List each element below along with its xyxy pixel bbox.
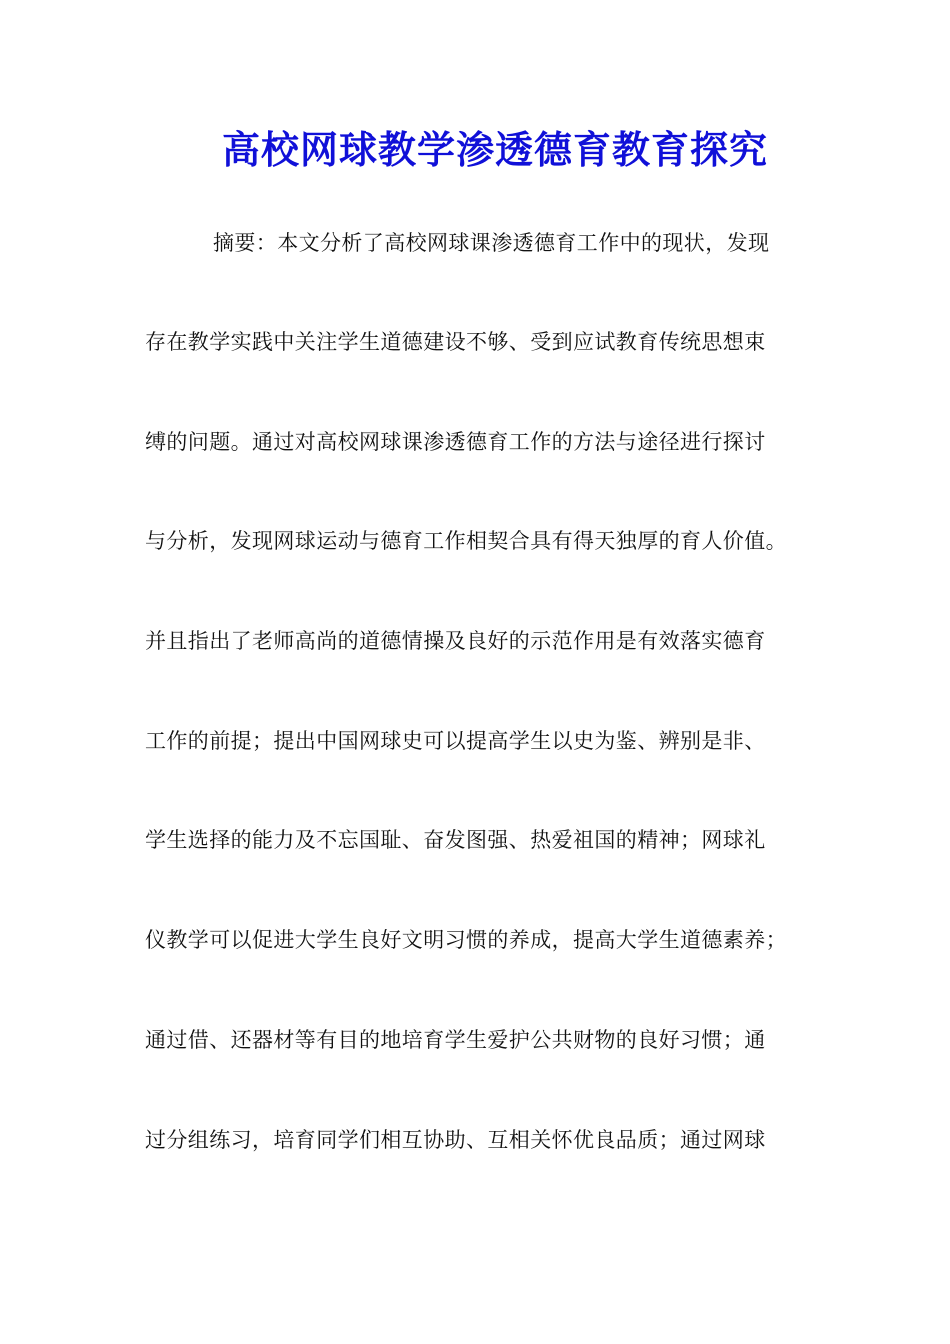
abstract-line-2: 存在教学实践中关注学生道德建设不够、受到应试教育传统思想束 <box>145 330 766 354</box>
abstract-line-4: 与分析，发现网球运动与德育工作相契合具有得天独厚的育人价值。 <box>145 529 787 553</box>
abstract-line-10: 过分组练习，培育同学们相互协助、互相关怀优良品质；通过网球 <box>145 1128 766 1152</box>
abstract-line-8: 仪教学可以促进大学生良好文明习惯的养成，提高大学生道德素养； <box>145 928 787 952</box>
document-title: 高校网球教学渗透德育教育探究 <box>221 127 768 172</box>
abstract-line-3: 缚的问题。通过对高校网球课渗透德育工作的方法与途径进行探讨 <box>145 430 766 454</box>
abstract-line-9: 通过借、还器材等有目的地培育学生爱护公共财物的良好习惯；通 <box>145 1028 766 1052</box>
abstract-line-6: 工作的前提；提出中国网球史可以提高学生以史为鉴、辨别是非、 <box>145 729 766 753</box>
abstract-line-7: 学生选择的能力及不忘国耻、奋发图强、热爱祖国的精神；网球礼 <box>145 828 766 852</box>
abstract-line-5: 并且指出了老师高尚的道德情操及良好的示范作用是有效落实德育 <box>145 629 766 653</box>
abstract-line-1: 摘要：本文分析了高校网球课渗透德育工作中的现状，发现 <box>213 231 770 255</box>
